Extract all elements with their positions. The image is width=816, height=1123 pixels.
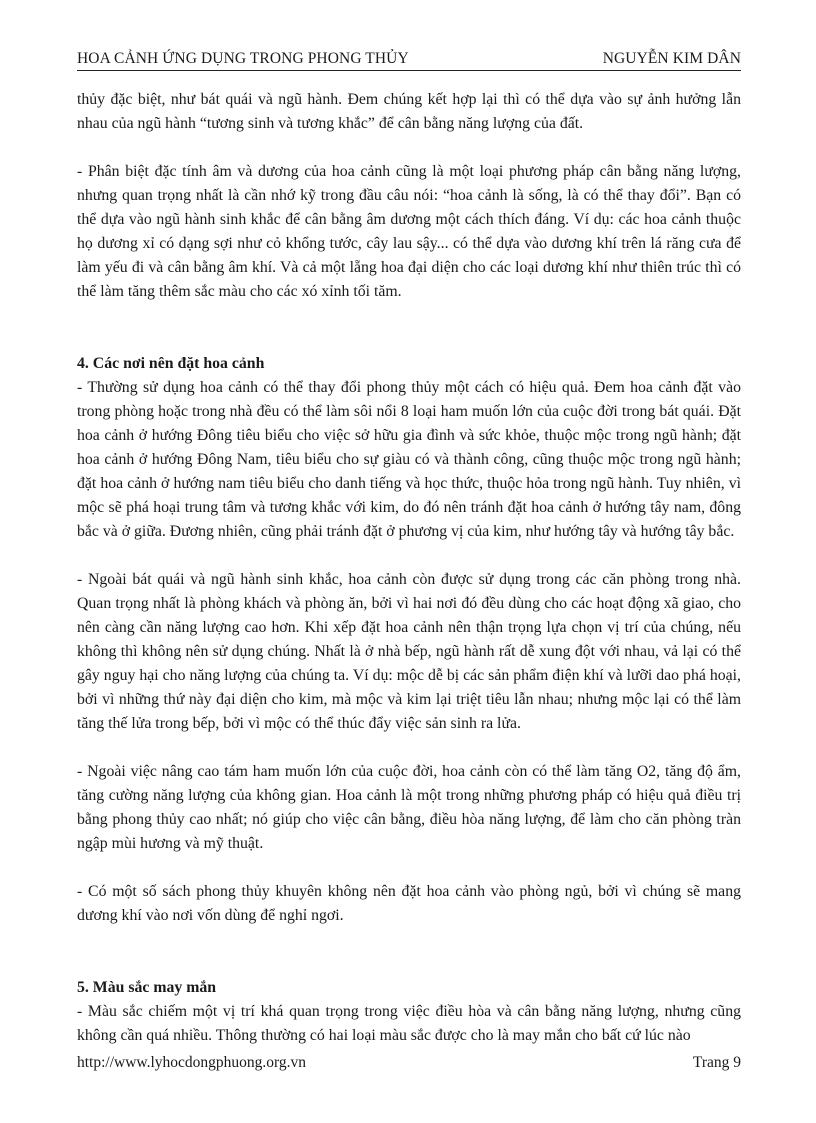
- paragraph: - Ngoài bát quái và ngũ hành sinh khắc, hoa cảnh còn được sử dụng trong các căn phòng trong nhà. Quan trọng nhất là phòng khách và phòng ăn, bởi vì hai nơi đó đều dùng cho các hoạt động xã giao, cho nên càng cần năng lượng cao hơn. Khi xếp đặt hoa cảnh nên thận trọng lựa chọn vị trí của chúng, nếu không thì không nên sử dụng chúng. Nhất là ở nhà bếp, ngũ hành rất dễ xung đột với nhau, vả lại có thể gây nguy hại cho năng lượng của chúng ta. Ví dụ: mộc dễ bị các sản phẩm điện khí và lưỡi dao phá hoại, bởi vì những thứ này đại diện cho kim, mà mộc và kim lại triệt tiêu lẫn nhau; nhưng mộc lại có thể làm tăng thế lửa trong bếp, bởi vì mộc có thể thúc đẩy việc sản sinh ra lửa.: [77, 571, 741, 732]
- page-footer: [77, 1054, 741, 1072]
- paragraph: - Có một số sách phong thủy khuyên không nên đặt hoa cảnh vào phòng ngủ, bởi vì chúng sẽ mang dương khí vào nơi vốn dùng để nghỉ ngơi.: [77, 883, 741, 924]
- paragraph: thủy đặc biệt, như bát quái và ngũ hành. Đem chúng kết hợp lại thì có thể dựa vào sự ảnh hưởng lẫn nhau của ngũ hành “tương sinh và tương khắc” để cân bằng năng lượng của đất.: [77, 91, 741, 132]
- header-author: NGUYỄN KIM DÂN: [602, 50, 741, 67]
- header-divider: [77, 70, 741, 71]
- page-header: [77, 50, 741, 68]
- paragraph: - Ngoài việc nâng cao tám ham muốn lớn của cuộc đời, hoa cảnh còn có thể làm tăng O2, tăng độ ẩm, tăng cường năng lượng của không gian. Hoa cảnh là một trong những phương pháp có hiệu quả điều trị bằng phong thủy cao nhất; nó giúp cho việc cân bằng, điều hòa năng lượng, để làm cho căn phòng tràn ngập mùi hương và mỹ thuật.: [77, 763, 741, 852]
- page-number: Trang 9: [692, 1054, 741, 1071]
- section-heading: 5. Màu sắc may mắn: [77, 979, 217, 996]
- header-title: HOA CẢNH ỨNG DỤNG TRONG PHONG THỦY: [77, 50, 409, 67]
- paragraph: - Phân biệt đặc tính âm và dương của hoa cảnh cũng là một loại phương pháp cân bằng năng lượng, nhưng quan trọng nhất là cần nhớ kỹ trong đầu câu nói: “hoa cảnh là sống, là có thể thay đổi”. Bạn có thể dựa vào ngũ hành sinh khắc để cân bằng âm dương một cách thích đáng. Ví dụ: các hoa cảnh thuộc họ dương xỉ có dạng sợi như cỏ khổng tước, cây lau sậy... có thể dựa vào dương khí trên lá răng cưa để làm yếu đi và cân bằng âm khí. Và cả một lẵng hoa đại diện cho các loại dương khí như thiên trúc thì có thể làm tăng thêm sắc màu cho các xó xỉnh tối tăm.: [77, 163, 741, 300]
- footer-url[interactable]: http://www.lyhocdongphuong.org.vn: [77, 1054, 307, 1071]
- section-heading: 4. Các nơi nên đặt hoa cảnh: [77, 355, 265, 372]
- paragraph: - Thường sử dụng hoa cảnh có thể thay đổi phong thủy một cách có hiệu quả. Đem hoa cảnh đặt vào trong phòng hoặc trong nhà đều có thể làm sôi nổi 8 loại ham muốn lớn của cuộc đời trong bát quái. Đặt hoa cảnh ở hướng Đông tiêu biểu cho việc sở hữu gia đình và sức khỏe, thuộc mộc trong ngũ hành; đặt hoa cảnh ở hướng Đông Nam, tiêu biểu cho sự giàu có và thành công, cũng thuộc mộc trong ngũ hành; đặt hoa cảnh ở hướng nam tiêu biểu cho danh tiếng và học thức, thuộc hỏa trong ngũ hành. Tuy nhiên, vì mộc sẽ phá hoại trung tâm và tương khắc với kim, do đó nên tránh đặt hoa cảnh ở hướng tây nam, đông bắc và ở giữa. Đương nhiên, cũng phải tránh đặt ở phương vị của kim, như hướng tây và hướng tây bắc.: [77, 379, 741, 540]
- document-body: [77, 88, 741, 1048]
- paragraph: - Màu sắc chiếm một vị trí khá quan trọng trong việc điều hòa và cân bằng năng lượng, nhưng cũng không cần quá nhiều. Thông thường có hai loại màu sắc được cho là may mắn cho bất cứ lúc nào: [77, 1003, 741, 1044]
